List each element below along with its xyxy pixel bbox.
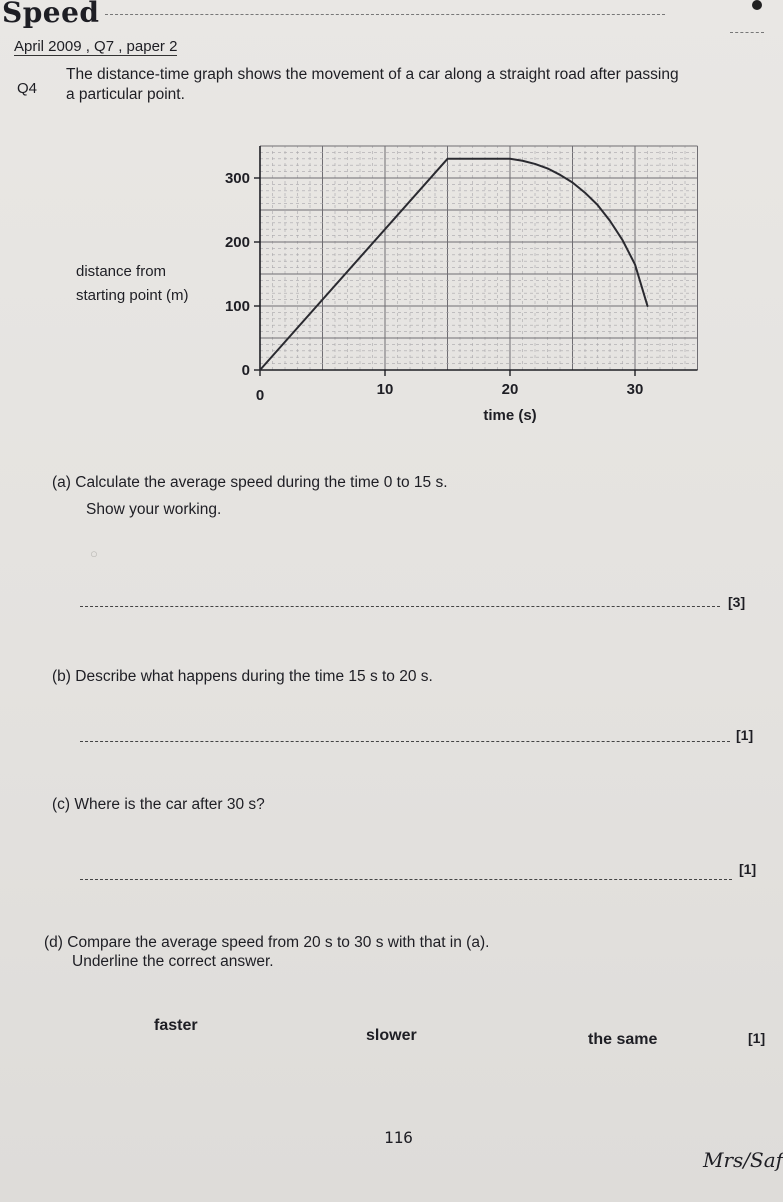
y-axis-label-line2: starting point (m) — [76, 287, 189, 304]
part-a-text: Calculate the average speed during the time 0 to 15 s. — [75, 474, 448, 491]
teacher-signature: Mrs/Saf — [703, 1148, 783, 1172]
part-d-instruction: Underline the correct answer. — [72, 953, 274, 970]
corner-divider — [730, 32, 764, 33]
intro-text-line2: a particular point. — [66, 86, 185, 103]
part-c-text: Where is the car after 30 s? — [74, 796, 265, 813]
x-tick-label: 20 — [501, 381, 519, 398]
part-b-mark: [1] — [736, 727, 754, 743]
part-d-question — [44, 934, 489, 952]
option-the-same[interactable]: the same — [588, 1031, 658, 1048]
part-b-question — [52, 668, 433, 686]
part-b-text: Describe what happens during the time 15 s to 20 s. — [75, 668, 433, 685]
title-divider — [105, 14, 665, 15]
question-number: Q4 — [17, 80, 38, 97]
part-d-text: Compare the average speed from 20 s to 30 s with that in (a). — [67, 934, 490, 951]
part-d-label: (d) — [44, 934, 63, 951]
y-tick-label: 100 — [224, 298, 250, 315]
corner-mark — [752, 0, 762, 10]
part-b-label: (b) — [52, 668, 71, 685]
question-source: April 2009 , Q7 , paper 2 — [14, 38, 178, 55]
part-d-mark: [1] — [748, 1030, 766, 1046]
option-slower[interactable]: slower — [366, 1027, 417, 1044]
y-axis-label — [76, 260, 189, 308]
y-tick-label: 200 — [224, 234, 250, 251]
faint-mark: ○ — [90, 546, 98, 561]
y-axis-label-line1: distance from — [76, 263, 167, 280]
part-c-label: (c) — [52, 796, 71, 813]
part-b-answer-line[interactable] — [80, 741, 730, 742]
page-title: Speed — [2, 0, 100, 29]
part-a-instruction: Show your working. — [86, 501, 222, 518]
part-a-mark: [3] — [728, 594, 746, 610]
page-number: 116 — [384, 1128, 413, 1147]
part-a-question — [52, 474, 448, 492]
option-faster[interactable]: faster — [154, 1017, 198, 1034]
part-c-question — [52, 796, 265, 814]
part-a-answer-line[interactable] — [80, 606, 720, 607]
y-tick-label: 300 — [224, 170, 250, 187]
y-tick-label: 0 — [241, 362, 250, 379]
x-tick-label: 10 — [376, 381, 394, 398]
distance-time-graph — [200, 108, 720, 428]
x-axis-label: time (s) — [483, 407, 537, 424]
intro-text-line1: The distance-time graph shows the movement of a car along a straight road after passing — [66, 66, 679, 83]
part-c-answer-line[interactable] — [80, 879, 732, 880]
part-c-mark: [1] — [739, 861, 757, 877]
x-tick-label: 0 — [255, 387, 265, 404]
part-a-label: (a) — [52, 474, 71, 491]
x-tick-label: 30 — [626, 381, 644, 398]
